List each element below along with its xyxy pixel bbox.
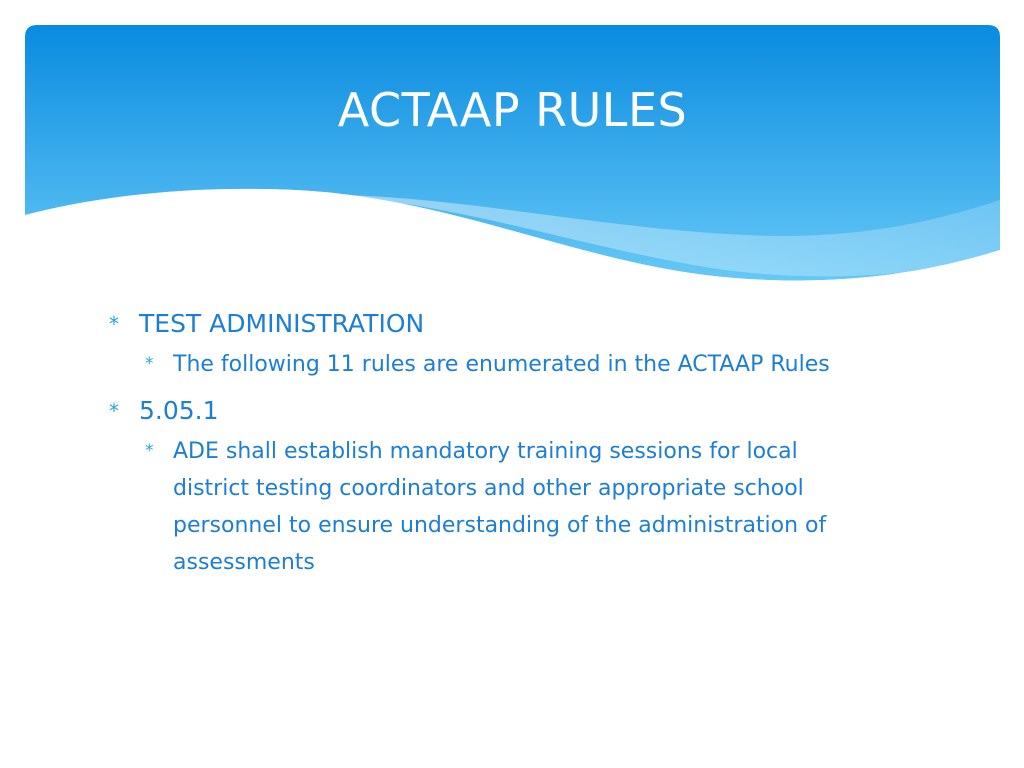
bullet-item-test-administration	[106, 306, 936, 342]
asterisk-bullet-icon: *	[109, 399, 119, 423]
asterisk-bullet-icon: *	[145, 441, 154, 461]
sub-bullet-text: ADE shall establish mandatory training sessions for local district testing coordinators and other appropriate school personnel to ensure understanding of the administration of assessments	[173, 439, 827, 575]
sub-bullet-item	[106, 433, 873, 581]
header-banner	[25, 25, 1000, 290]
bullet-text: 5.05.1	[139, 396, 219, 425]
asterisk-bullet-icon: *	[109, 312, 119, 336]
slide-title: ACTAAP RULES	[337, 83, 688, 137]
bullet-list	[106, 306, 936, 591]
bullet-text: TEST ADMINISTRATION	[139, 309, 425, 338]
wave-background	[25, 25, 1000, 290]
sub-bullet-text: The following 11 rules are enumerated in the ACTAAP Rules	[173, 352, 830, 377]
sub-bullet-item	[106, 346, 873, 383]
asterisk-bullet-icon: *	[145, 354, 154, 374]
bullet-item-5-05-1	[106, 393, 936, 429]
